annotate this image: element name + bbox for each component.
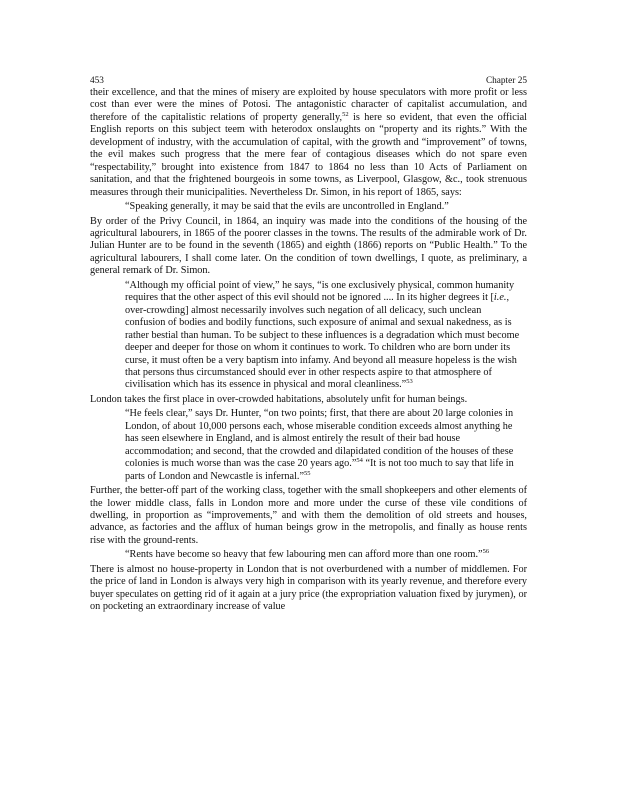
block-quote <box>90 280 527 392</box>
paragraph <box>90 394 527 406</box>
block-quote <box>90 408 527 483</box>
text-run: is here so evident, that even the official English reports on this subject teem with heterodox onslaughts on “property and its rights.” With the development of industry, with the accumulation of capital, with the growth and “improvement” of towns, the evil makes such progress that the mere fear of contagious diseases which do not spare even “respectability,” brought into existence from 1847 to 1864 no less than 10 Acts of Parliament on sanitation, and that the frightened bourgeois in some towns, as Liverpool, Glasgow, &c., took strenuous measures through their municipalities. Nevertheless Dr. Simon, in his report of 1865, says: <box>90 111 527 198</box>
paragraph <box>90 485 527 547</box>
text-run: “It is not too much to say that life in parts of London and Newcastle is infernal.” <box>125 458 514 482</box>
paragraph <box>90 216 527 278</box>
text-run: Further, the better-off part of the working class, together with the small shopkeepers and other elements of the lower middle class, falls in London more and more under the curse of these vile conditions of dwelling, in proportion as “improvements,” and with them the demolition of old streets and houses, advance, as factories and the afflux of human beings grow in the metropolis, and finally as house rents rise with the ground-rents. <box>90 485 527 546</box>
page-number: 453 <box>90 76 104 86</box>
paragraph <box>90 564 527 614</box>
footnote-marker: 53 <box>406 378 413 386</box>
text-run: “Although my official point of view,” he says, “is one exclusively physical, common humanity requires that the other aspect of this evil should not be ignored .... In its higher degrees it [ <box>125 279 515 304</box>
text-run: , over-crowding] almost necessarily involves such negation of all delicacy, such unclean confusion of bodies and bodily functions, such exposure of animal and sexual nakedness, as is rather bestial than human. To be subject to these influences is a degradation which must become deeper and deeper for those on whom it continues to work. To children who are born under its curse, it must often be a very baptism into infamy. And beyond all measure hopeless is the wish that persons thus circumstanced should ever in other respects aspire to that atmosphere of civilisation which has its essence in physical and moral cleanliness.” <box>125 292 520 391</box>
body-text <box>90 87 527 614</box>
paragraph <box>90 87 527 199</box>
block-quote <box>90 549 527 561</box>
text-run: “Rents have become so heavy that few labouring men can afford more than one room.” <box>125 549 483 561</box>
italic-text: i.e. <box>493 292 507 304</box>
text-run: their excellence, and that the mines of misery are exploited by house speculators with more profit or less cost than ever were the mines of Potosi. The antagonistic character of capitalist accumulation, and therefore of the capitalistic relations of property generally, <box>90 87 527 123</box>
footnote-marker: 52 <box>342 110 349 118</box>
chapter-title: Chapter 25 <box>485 76 527 86</box>
text-run: London takes the first place in over-crowded habitations, absolutely unfit for human beings. <box>90 393 468 405</box>
text-run: By order of the Privy Council, in 1864, an inquiry was made into the conditions of the housing of the agricultural labourers, in 1865 of the poorer classes in the towns. The results of the admirable work of Dr. Julian Hunter are to be found in the seventh (1865) and eighth (1866) reports on “Public Health.” To the agricultural labourers, I shall come later. On the condition of town dwellings, I quote, as preliminary, a general remark of Dr. Simon. <box>90 215 527 277</box>
block-quote <box>90 201 527 213</box>
footnote-marker: 54 <box>356 457 363 465</box>
text-run: There is almost no house-property in London that is not overburdened with a number of middlemen. For the price of land in London is always very high in comparison with its yearly revenue, and therefore every buyer speculates on getting rid of it again at a jury price (the expropriation valuation fixed by jurymen), or on pocketing an extraordinary increase of value <box>90 563 527 613</box>
text-run: “He feels clear,” says Dr. Hunter, “on two points; first, that there are about 20 large colonies in London, of about 10,000 persons each, whose miserable condition exceeds almost anything he has seen elsewhere in England, and is almost entirely the result of their bad house accommodation; and second, that the crowded and dilapidated condition of the houses of these colonies is much worse than was the case 20 years ago.” <box>125 408 514 470</box>
footnote-marker: 56 <box>482 548 490 556</box>
footnote-marker: 55 <box>304 469 311 477</box>
text-run: “Speaking generally, it may be said that the evils are uncontrolled in England.” <box>125 201 449 213</box>
